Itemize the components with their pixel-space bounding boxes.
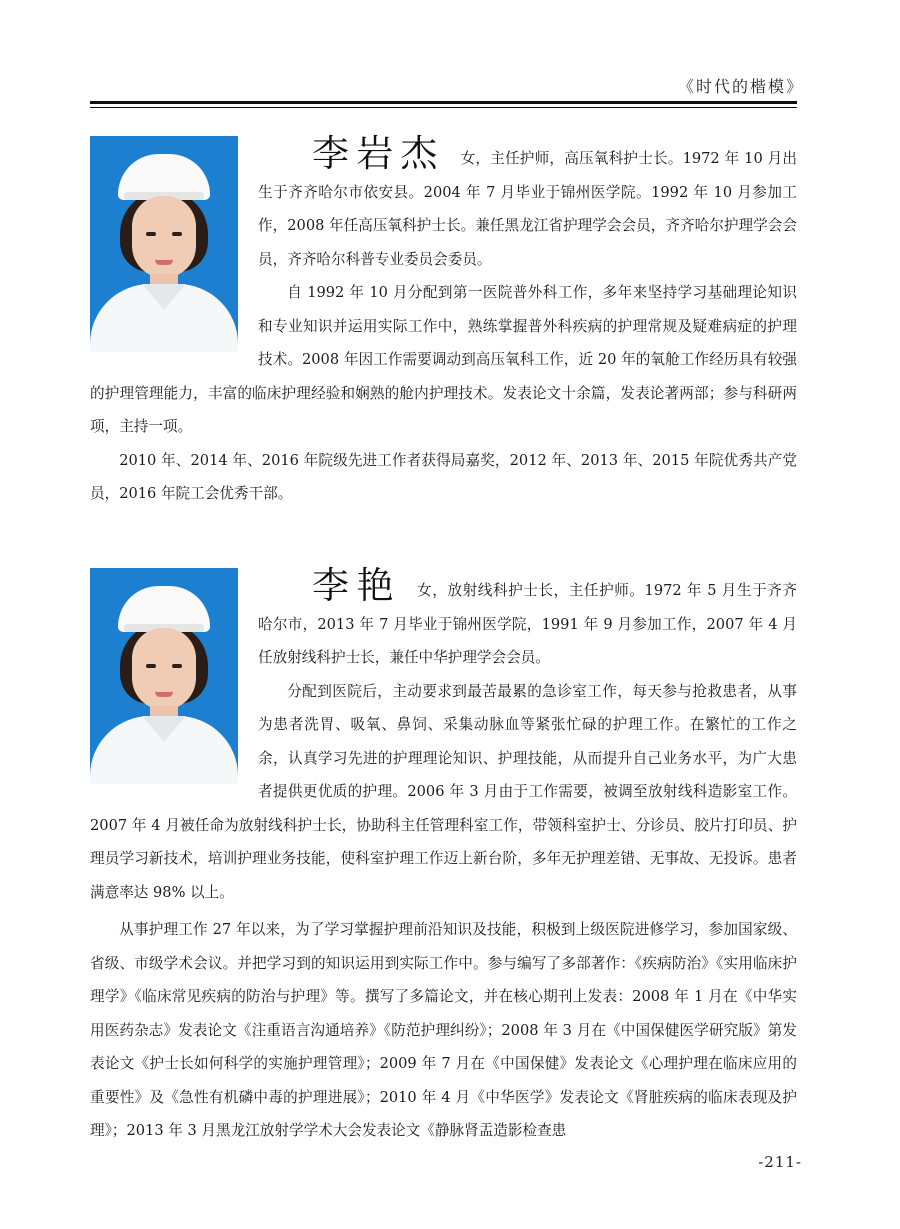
profile-paragraph: 2010 年、2014 年、2016 年院级先进工作者获得局嘉奖，2012 年、2013 年、2015 年院优秀共产党员，2016 年院工会优秀干部。 bbox=[90, 451, 797, 502]
profile-section bbox=[90, 564, 798, 1148]
profile-paragraph: 从事护理工作 27 年以来，为了学习掌握护理前沿知识及技能，积极到上级医院进修学习，参加国家级、省级、市级学术会议。并把学习到的知识运用到实际工作中。参与编写了多部著作：《疾病防治》《实用临床护理学》《临床常见疾病的防治与护理》等。撰写了多篇论文，并在核心期刊上发表：2008 年 1 月在《中华实用医药杂志》发表论文《注重语言沟通培养》《防范护理纠纷》；2008 年 3 月在《中国保健医学研究版》第发表论文《护士长如何科学的实施护理管理》；2009 年 7 月在《中国保健》发表论文《心理护理在临床应用的重要性》及《急性有机磷中毒的护理进展》；2010 年 4 月《中华医学》发表论文《肾脏疾病的临床表现及护理》；2013 年 3 月黑龙江放射学学术大会发表论文《静脉肾盂造影检查患 bbox=[90, 921, 797, 1139]
profile-intro-text: 女，主任护师，高压氧科护士长。1972 年 10 月出生于齐齐哈尔市依安县。2004 年 7 月毕业于锦州医学院。1992 年 10 月参加工作，2008 年任高压氧科护士长。兼任黑龙江省护理学会会员，齐齐哈尔护理学会会员，齐齐哈尔科普专业委员会委员。 bbox=[258, 150, 797, 268]
running-header-title: 《时代的楷模》 bbox=[677, 77, 804, 96]
page-number: -211- bbox=[758, 1153, 802, 1171]
profile-name: 李岩杰 bbox=[312, 132, 445, 175]
portrait-photo bbox=[90, 568, 238, 784]
portrait-photo bbox=[90, 136, 238, 352]
header-rule-thin bbox=[90, 107, 797, 108]
profile-intro-text: 女，放射线科护士长，主任护师。1972 年 5 月生于齐齐哈尔市，2013 年 7 月毕业于锦州医学院，1991 年 9 月参加工作，2007 年 4 月任放射线科护士长，兼任中华护理学会会员。 bbox=[258, 582, 798, 666]
header-rule-thick bbox=[90, 101, 797, 104]
profile-paragraph: 分配到医院后，主动要求到最苦最累的急诊室工作，每天参与抢救患者，从事为患者洗胃、吸氧、鼻饲、采集动脉血等紧张忙碌的护理工作。在繁忙的工作之余，认真学习先进的护理理论知识、护理技能，从而提升自己业务水平，为广大患者提供更优质的护理。2006 年 3 月由于工作需要，被调至放射线科造影室工作。2007 年 4 月被任命为放射线科护士长，协助科主任管理科室工作，带领科室护士、分诊员、胶片打印员、护理员学习新技术，培训护理业务技能，使科室护理工作迈上新台阶，多年无护理差错、无事故、无投诉。患者满意率达 98% 以上。 bbox=[90, 682, 797, 901]
profile-paragraph: 自 1992 年 10 月分配到第一医院普外科工作，多年来坚持学习基础理论知识和专业知识并运用实际工作中，熟练掌握普外科疾病的护理常规及疑难病症的护理技术。2008 年因工作需要调动到高压氧科工作，近 20 年的氧舱工作经历具有较强的护理管理能力，丰富的临床护理经验和娴熟的舱内护理技术。发表论文十余篇，发表论著两部；参与科研两项，主持一项。 bbox=[90, 284, 797, 435]
profile-section bbox=[90, 132, 797, 511]
profile-name: 李艳 bbox=[312, 564, 402, 607]
